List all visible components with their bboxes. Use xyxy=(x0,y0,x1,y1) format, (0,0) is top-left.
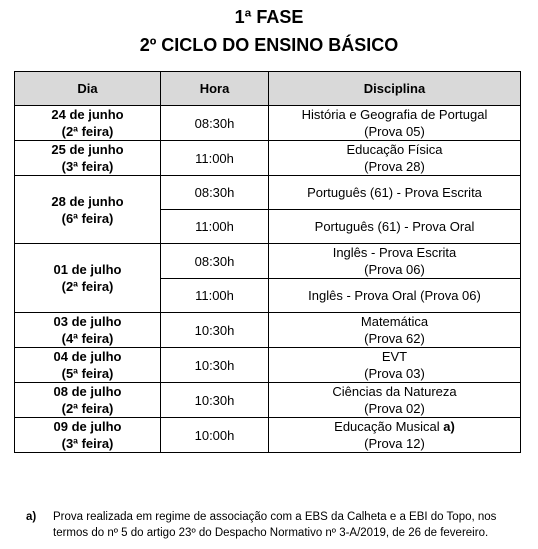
time-cell: 10:30h xyxy=(161,313,269,348)
subject-name: Educação Musical xyxy=(334,419,440,434)
header-hora: Hora xyxy=(161,72,269,106)
weekday-text: (2ª feira) xyxy=(61,279,114,294)
time-cell: 11:00h xyxy=(161,279,269,313)
day-cell xyxy=(15,141,161,176)
day-cell xyxy=(15,418,161,453)
subject-cell xyxy=(269,418,521,453)
weekday-text: (2ª feira) xyxy=(61,401,114,416)
time-cell: 10:30h xyxy=(161,383,269,418)
day-cell xyxy=(15,106,161,141)
exam-code: (Prova 12) xyxy=(364,436,425,451)
day-cell xyxy=(15,244,161,313)
footnote-text: Prova realizada em regime de associação com a EBS da Calheta e a EBI do Topo, nos termos do nº 5 do artigo 23º do Despacho Normativo nº 3-A/2019, de 26 de fevereiro. xyxy=(53,511,497,539)
subject-name: Inglês - Prova Escrita xyxy=(332,245,457,260)
exam-code: (Prova 05) xyxy=(364,124,425,139)
table-row xyxy=(15,176,521,210)
subject-name: Inglês - Prova Oral (Prova 06) xyxy=(308,288,481,303)
time-cell: 08:30h xyxy=(161,176,269,210)
date-text: 04 de julho xyxy=(53,349,122,364)
header-row xyxy=(15,72,521,106)
phase-title: 1ª FASE xyxy=(234,7,304,27)
subject-cell xyxy=(269,279,521,313)
table-row xyxy=(15,141,521,176)
subject-name: EVT xyxy=(381,349,408,364)
date-text: 28 de junho xyxy=(51,193,124,209)
exam-schedule-table xyxy=(14,71,521,453)
date-text: 09 de julho xyxy=(53,419,122,434)
subject-name: História e Geografia de Portugal xyxy=(301,107,488,122)
weekday-text: (3ª feira) xyxy=(61,436,114,451)
subject-cell xyxy=(269,106,521,141)
footnote-ref: a) xyxy=(443,419,455,434)
table-row xyxy=(15,348,521,383)
subject-cell xyxy=(269,176,521,210)
time-cell: 10:00h xyxy=(161,418,269,453)
exam-code: (Prova 06) xyxy=(364,262,425,277)
time-cell: 11:00h xyxy=(161,210,269,244)
table-row xyxy=(15,313,521,348)
subject-name: Português (61) - Prova Escrita xyxy=(307,185,482,200)
exam-code: (Prova 62) xyxy=(364,331,425,346)
subject-cell xyxy=(269,141,521,176)
subject-cell xyxy=(269,210,521,244)
weekday-text: (5ª feira) xyxy=(61,366,114,381)
date-text: 24 de junho xyxy=(51,107,124,122)
subject-name: Ciências da Natureza xyxy=(332,384,457,399)
day-cell xyxy=(15,176,161,244)
subject-cell xyxy=(269,244,521,279)
table-row xyxy=(15,244,521,279)
header-disciplina: Disciplina xyxy=(269,72,521,106)
subject-name: Português (61) - Prova Oral xyxy=(314,219,475,234)
table-row xyxy=(15,383,521,418)
header-dia: Dia xyxy=(15,72,161,106)
day-cell xyxy=(15,313,161,348)
subject-name: Educação Física xyxy=(346,142,443,157)
time-cell: 08:30h xyxy=(161,106,269,141)
subject-cell xyxy=(269,313,521,348)
time-cell: 08:30h xyxy=(161,244,269,279)
date-text: 25 de junho xyxy=(51,142,124,157)
day-cell xyxy=(15,348,161,383)
subject-cell xyxy=(269,348,521,383)
weekday-text: (4ª feira) xyxy=(61,331,114,346)
table-row xyxy=(15,418,521,453)
subject-name: Matemática xyxy=(360,314,429,329)
exam-code: (Prova 03) xyxy=(364,366,425,381)
table-row xyxy=(15,106,521,141)
date-text: 01 de julho xyxy=(53,262,122,277)
footnote-mark: a) xyxy=(26,511,37,523)
time-cell: 10:30h xyxy=(161,348,269,383)
day-cell xyxy=(15,383,161,418)
weekday-text: (2ª feira) xyxy=(61,124,114,139)
cycle-title: 2º CICLO DO ENSINO BÁSICO xyxy=(139,35,399,55)
subject-cell xyxy=(269,383,521,418)
date-text: 03 de julho xyxy=(53,314,122,329)
subject-line xyxy=(273,418,516,435)
weekday-text: (6ª feira) xyxy=(61,210,114,226)
time-cell: 11:00h xyxy=(161,141,269,176)
date-text: 08 de julho xyxy=(53,384,122,399)
exam-code: (Prova 02) xyxy=(364,401,425,416)
weekday-text: (3ª feira) xyxy=(61,159,114,174)
exam-code: (Prova 28) xyxy=(364,159,425,174)
